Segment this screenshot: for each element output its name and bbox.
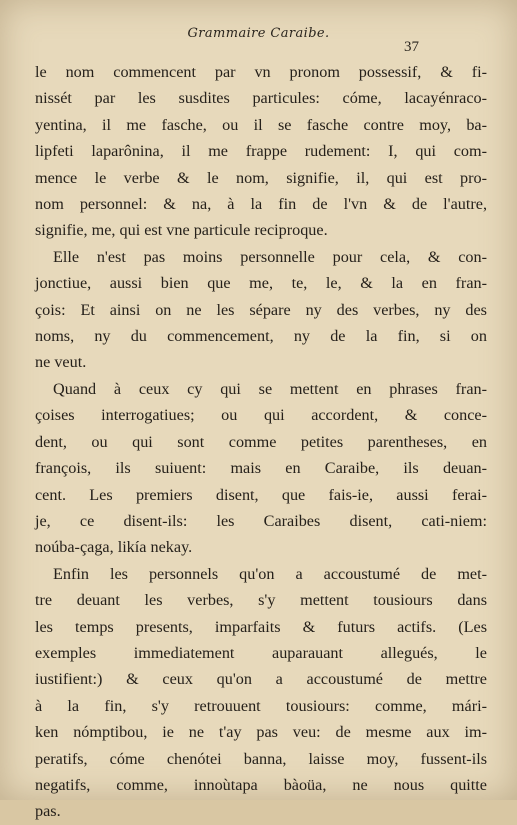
page-number: 37 bbox=[404, 39, 419, 55]
paragraph-3 bbox=[35, 376, 487, 561]
text-line: Enfin les personnels qu'on a accoustumé de met- bbox=[53, 564, 487, 583]
text-line: tre deuant les verbes, s'y mettent tousiours dans bbox=[35, 591, 487, 610]
text-line: pas. bbox=[35, 802, 61, 821]
text-line: exemples immediatement auparauant allegués, le bbox=[35, 643, 487, 662]
text-line: je, ce disent-ils: les Caraibes disent, cati-niem: bbox=[35, 511, 487, 530]
text-line: dent, ou qui sont comme petites parentheses, en bbox=[35, 432, 487, 451]
text-line: cent. Les premiers disent, que fais-ie, aussi ferai- bbox=[35, 485, 487, 504]
text-line: lipfeti laparônina, il me frappe rudement: I, qui com- bbox=[35, 142, 487, 161]
text-line: à la fin, s'y retrouuent tousiours: comme, mári- bbox=[35, 696, 487, 715]
paragraph-2 bbox=[35, 244, 487, 376]
body-text bbox=[35, 59, 487, 825]
text-line: çois: Et ainsi on ne les sépare ny des verbes, ny des bbox=[35, 300, 487, 319]
text-line: yentina, il me fasche, ou il se fasche contre moy, ba- bbox=[35, 115, 487, 134]
text-line: les temps presents, imparfaits & futurs actifs. (Les bbox=[35, 617, 487, 636]
text-line: noúba-çaga, likía nekay. bbox=[35, 538, 193, 557]
running-head: Grammaire Caraibe. bbox=[187, 26, 330, 41]
text-line: nissét par les susdites particules: cóme, lacayénraco- bbox=[35, 89, 487, 108]
text-line: ken nómptibou, ie ne t'ay pas veu: de mesme aux im- bbox=[35, 723, 487, 742]
text-line: peratifs, cóme chenótei banna, laisse moy, fussent-ils bbox=[35, 749, 487, 768]
paragraph-1 bbox=[35, 59, 487, 244]
text-line: jonctiue, aussi bien que me, te, le, & la en fran- bbox=[35, 274, 487, 293]
text-line: signifie, me, qui est vne particule reciproque. bbox=[35, 221, 328, 240]
text-line: le nom commencent par vn pronom possessif, & fi- bbox=[35, 63, 487, 81]
paragraph-4 bbox=[35, 561, 487, 825]
text-line: mence le verbe & le nom, signifie, il, qui est pro- bbox=[35, 168, 487, 187]
text-line: iustifient:) & ceux qu'on a accoustumé de mettre bbox=[35, 670, 487, 689]
text-line: nom personnel: & na, à la fin de l'vn & de l'autre, bbox=[35, 195, 487, 214]
text-line: negatifs, comme, innoùtapa bàoüa, ne nous quitte bbox=[35, 775, 487, 794]
text-line: çoises interrogatiues; ou qui accordent, & conce- bbox=[35, 406, 487, 425]
text-line: Quand à ceux cy qui se mettent en phrases fran- bbox=[53, 379, 487, 398]
text-line: ne veut. bbox=[35, 353, 87, 372]
text-line: noms, ny du commencement, ny de la fin, si on bbox=[35, 327, 487, 346]
text-line: françois, ils suiuent: mais en Caraibe, ils deuan- bbox=[35, 459, 487, 478]
text-line: Elle n'est pas moins personnelle pour cela, & con- bbox=[53, 247, 487, 266]
